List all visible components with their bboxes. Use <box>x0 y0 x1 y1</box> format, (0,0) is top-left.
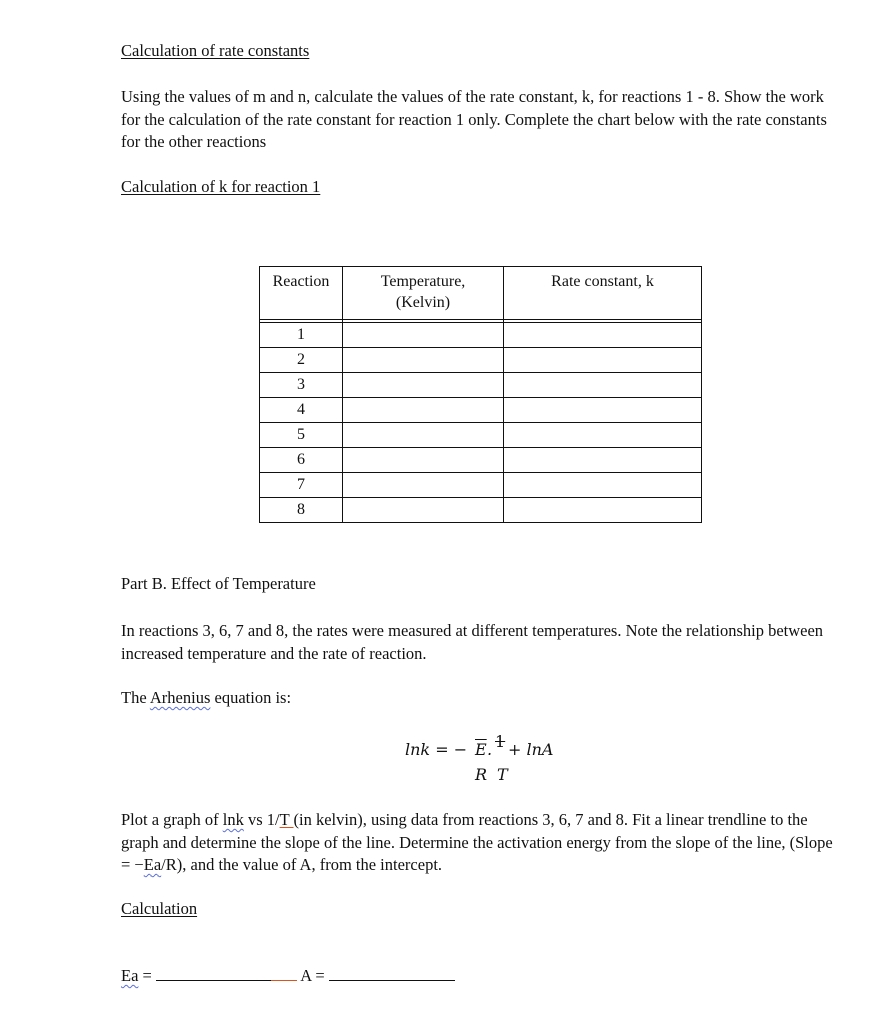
cell-rate-constant[interactable] <box>504 423 702 448</box>
plot-text-3: (in kelvin), using data from reactions 3, 6, 7 and 8. Fit a linear trendline to the graph and determine the slope of the line. Determine the activation energy from the slope of the line, (Slope = − <box>121 810 833 874</box>
cell-temperature[interactable] <box>343 398 504 423</box>
cell-rate-constant[interactable] <box>504 473 702 498</box>
cell-reaction: 6 <box>260 448 343 473</box>
section-heading-k-reaction-1: Calculation of k for reaction 1 <box>121 177 321 196</box>
table-row <box>260 448 702 473</box>
cell-reaction: 2 <box>260 348 343 373</box>
cell-rate-constant[interactable] <box>504 498 702 523</box>
table-header-row <box>260 267 702 320</box>
plot-lnk: lnk <box>222 810 244 829</box>
cell-rate-constant[interactable] <box>504 323 702 348</box>
plot-ea: Ea <box>143 855 162 874</box>
header-temperature <box>343 267 504 320</box>
part-b-heading: Part B. Effect of Temperature <box>121 574 316 593</box>
answer-a-label: A = <box>300 966 325 985</box>
plot-text-2: vs 1/ <box>243 810 280 829</box>
table-row <box>260 473 702 498</box>
cell-reaction: 5 <box>260 423 343 448</box>
arrhenius-prefix: The <box>121 688 150 707</box>
arrhenius-intro <box>121 688 291 708</box>
arrhenius-equation <box>405 732 605 788</box>
plot-instructions <box>121 809 841 877</box>
cell-reaction: 3 <box>260 373 343 398</box>
equation-ea: $\overline{E}$ <box>475 740 487 759</box>
table-row <box>260 373 702 398</box>
answer-ea-label: Ea <box>121 966 139 985</box>
table-row <box>260 348 702 373</box>
equation-t: T <box>497 765 508 784</box>
cell-temperature[interactable] <box>343 473 504 498</box>
table-row <box>260 423 702 448</box>
equation-lhs: lnk = − <box>405 740 468 759</box>
equation-dot: . <box>487 740 493 759</box>
cell-temperature[interactable] <box>343 498 504 523</box>
arrhenius-word: Arhenius <box>149 688 211 707</box>
a-blank-line[interactable] <box>329 979 455 981</box>
ea-blank-marker <box>271 979 297 981</box>
answer-line <box>121 966 455 986</box>
table-row <box>260 498 702 523</box>
intro-paragraph: Using the values of m and n, calculate the values of the rate constant, k, for reactions 1 - 8. Show the work for the calculation of the rate constant for reaction 1 only. Complete the chart below with the rate constants for the other reactions <box>121 87 827 151</box>
cell-temperature[interactable] <box>343 373 504 398</box>
cell-temperature[interactable] <box>343 423 504 448</box>
plot-text-1: Plot a graph of <box>121 810 223 829</box>
equation-r: R <box>475 765 488 784</box>
part-b-paragraph: In reactions 3, 6, 7 and 8, the rates were measured at different temperatures. Note the relationship between increased temperature and the rate of reaction. <box>121 621 824 663</box>
plot-t: T <box>279 810 294 829</box>
cell-reaction: 4 <box>260 398 343 423</box>
table-row <box>260 398 702 423</box>
table-row <box>260 323 702 348</box>
cell-reaction: 7 <box>260 473 343 498</box>
calculation-heading: Calculation <box>121 899 198 918</box>
cell-rate-constant[interactable] <box>504 398 702 423</box>
ea-blank-line[interactable] <box>156 979 271 981</box>
cell-temperature[interactable] <box>343 448 504 473</box>
cell-temperature[interactable] <box>343 348 504 373</box>
plot-text-4: /R), and the value of A, from the intercept. <box>161 855 443 874</box>
cell-rate-constant[interactable] <box>504 373 702 398</box>
header-reaction: Reaction <box>260 267 343 320</box>
equation-plus-lna: + lnA <box>508 740 554 759</box>
cell-reaction: 8 <box>260 498 343 523</box>
header-temperature-line1: Temperature, <box>380 273 466 290</box>
header-temperature-line2: (Kelvin) <box>395 294 451 311</box>
cell-temperature[interactable] <box>343 323 504 348</box>
answer-ea-equals: = <box>138 966 152 985</box>
header-rate-constant: Rate constant, k <box>504 267 702 320</box>
cell-rate-constant[interactable] <box>504 448 702 473</box>
equation-one: 1 <box>495 732 506 751</box>
cell-reaction: 1 <box>260 323 343 348</box>
section-heading-rate-constants: Calculation of rate constants <box>121 41 310 60</box>
rate-constant-table <box>259 266 702 523</box>
cell-rate-constant[interactable] <box>504 348 702 373</box>
arrhenius-suffix: equation is: <box>210 688 292 707</box>
